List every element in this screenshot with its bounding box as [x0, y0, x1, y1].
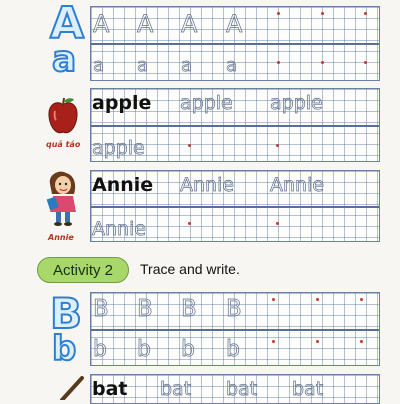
start-dot — [277, 12, 280, 15]
big-letter-a-lower: a — [52, 39, 77, 80]
trace-bat-3: bat — [292, 378, 324, 400]
grid-mid-line — [91, 329, 379, 331]
start-dot — [321, 61, 324, 64]
trace-a-lower-3: a — [181, 55, 193, 76]
big-letter-b-lower: b — [52, 329, 77, 369]
apple-word: apple — [92, 92, 152, 114]
trace-b-upper-4: B — [226, 296, 242, 322]
trace-b-lower-3: b — [181, 337, 195, 362]
trace-b-lower-2: b — [137, 337, 151, 362]
trace-apple-1: apple — [180, 92, 233, 114]
trace-annie-1: Annie — [180, 174, 235, 196]
apple-caption: quả táo — [46, 140, 81, 149]
grid-mid-line — [91, 125, 379, 127]
start-dot — [364, 61, 367, 64]
start-dot — [316, 340, 319, 343]
big-letter-a-upper: A — [50, 0, 85, 49]
trace-a-upper-3: A — [181, 10, 198, 38]
trace-annie-3: Annie — [92, 218, 147, 240]
trace-b-upper-1: B — [93, 296, 109, 322]
start-dot — [272, 340, 275, 343]
trace-b-upper-3: B — [181, 296, 197, 322]
trace-a-lower-4: a — [226, 55, 238, 76]
trace-b-lower-1: b — [93, 337, 107, 362]
start-dot — [276, 222, 279, 225]
grid-mid-line — [91, 206, 379, 208]
start-dot — [360, 340, 363, 343]
start-dot — [360, 298, 363, 301]
girl-illustration-icon — [43, 170, 83, 228]
trace-a-upper-1: A — [93, 10, 110, 38]
trace-apple-2: apple — [270, 92, 323, 114]
start-dot — [188, 144, 191, 147]
trace-bat-1: bat — [160, 378, 192, 400]
bat-word: bat — [92, 378, 128, 400]
start-dot — [277, 61, 280, 64]
trace-bat-2: bat — [226, 378, 258, 400]
start-dot — [272, 298, 275, 301]
trace-a-lower-2: a — [137, 55, 149, 76]
activity-label: Activity 2 — [37, 257, 129, 283]
trace-a-upper-4: A — [226, 10, 243, 38]
trace-b-upper-2: B — [137, 296, 153, 322]
trace-apple-3: apple — [92, 137, 145, 159]
trace-annie-2: Annie — [270, 174, 325, 196]
trace-b-lower-4: b — [226, 337, 240, 362]
start-dot — [316, 298, 319, 301]
start-dot — [188, 222, 191, 225]
big-letter-b-upper: B — [50, 289, 83, 338]
start-dot — [276, 144, 279, 147]
trace-a-upper-2: A — [137, 10, 154, 38]
grid-mid-line — [91, 43, 379, 45]
bat-icon — [60, 376, 86, 400]
trace-a-lower-1: a — [93, 55, 105, 76]
apple-icon — [46, 96, 80, 136]
annie-word: Annie — [92, 174, 154, 196]
start-dot — [321, 12, 324, 15]
start-dot — [364, 12, 367, 15]
annie-caption: Annie — [48, 233, 74, 242]
activity-instruction: Trace and write. — [140, 261, 240, 277]
